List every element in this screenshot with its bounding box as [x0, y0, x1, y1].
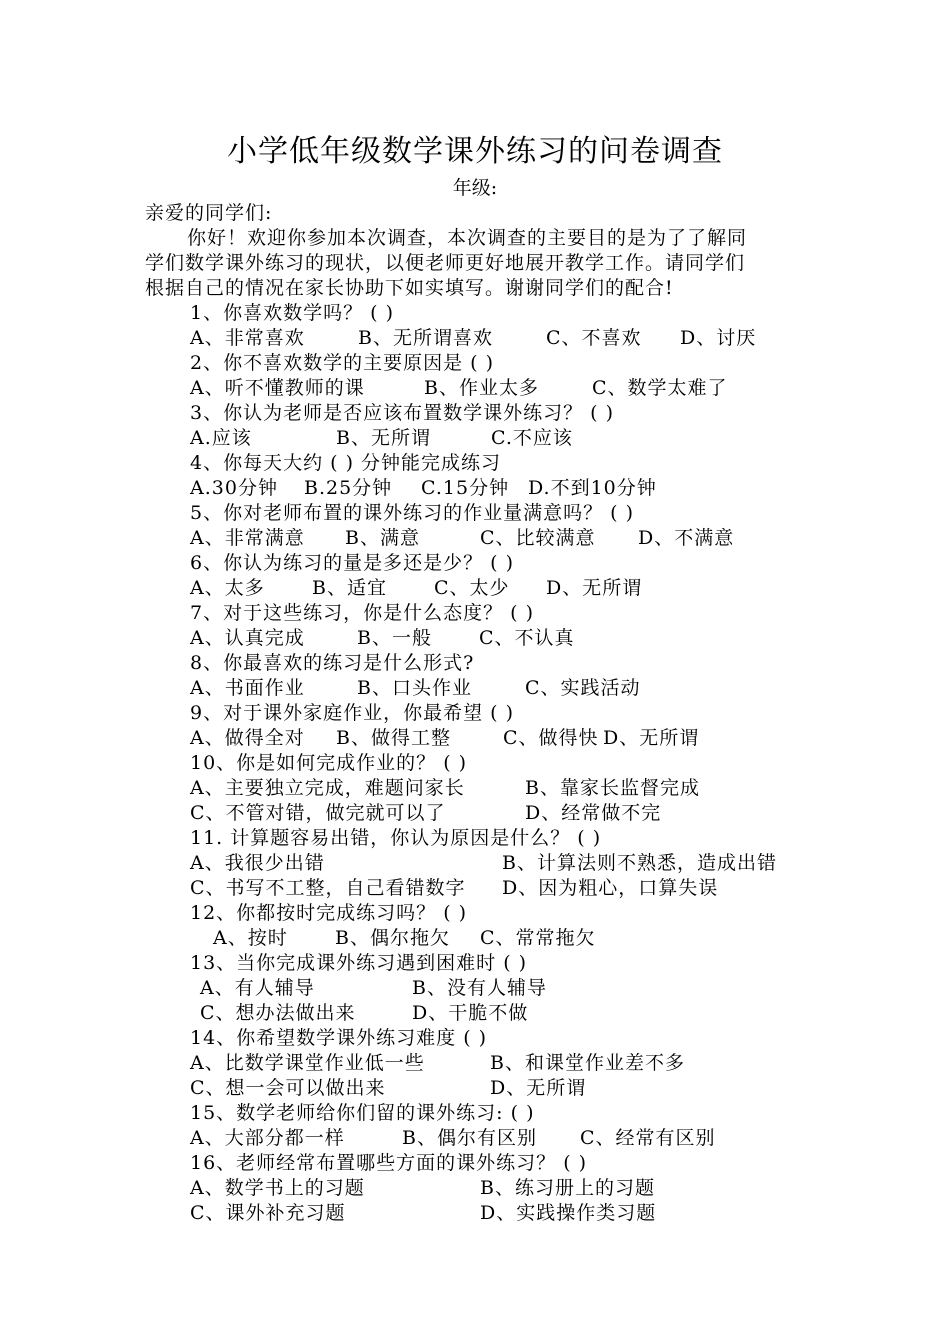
option[interactable]: C、数学太难了	[592, 377, 728, 399]
option[interactable]: B、满意	[345, 527, 420, 549]
option[interactable]: A、太多	[190, 577, 265, 599]
options-row	[145, 1126, 810, 1151]
option[interactable]: C.15分钟	[421, 477, 510, 499]
option[interactable]: D、不满意	[638, 527, 735, 549]
option[interactable]: B、练习册上的习题	[480, 1177, 655, 1199]
option[interactable]: B、无所谓	[336, 427, 431, 449]
options-row	[145, 1076, 810, 1101]
option[interactable]: D、因为粗心，口算失误	[502, 877, 719, 899]
question-10: 10、你是如何完成作业的？ ( )	[190, 752, 468, 774]
options-row	[145, 926, 810, 951]
option[interactable]: A、数学书上的习题	[190, 1177, 365, 1199]
option[interactable]: B.25分钟	[304, 477, 393, 499]
option[interactable]: C、想办法做出来	[200, 1002, 356, 1024]
options-row	[145, 626, 810, 651]
option[interactable]: B、靠家长监督完成	[525, 777, 700, 799]
option[interactable]: D、经常做不完	[525, 802, 662, 824]
option[interactable]: A、非常满意	[190, 527, 305, 549]
options-row	[145, 801, 810, 826]
option[interactable]: C、想一会可以做出来	[190, 1077, 386, 1099]
option[interactable]: C、不管对错，做完就可以了	[190, 802, 446, 824]
option[interactable]: A、听不懂教师的课	[190, 377, 365, 399]
option[interactable]: D、无所谓	[546, 577, 643, 599]
option[interactable]: B、计算法则不熟悉，造成出错	[502, 852, 777, 874]
option[interactable]: A.应该	[190, 427, 252, 449]
option[interactable]: A、做得全对	[190, 727, 305, 749]
options-row	[145, 376, 810, 401]
survey-body	[145, 201, 810, 1226]
option[interactable]: A、非常喜欢	[190, 327, 305, 349]
option[interactable]: C、实践活动	[525, 677, 641, 699]
option[interactable]: C、经常有区别	[580, 1127, 716, 1149]
options-row	[145, 576, 810, 601]
question-9: 9、对于课外家庭作业，你最希望 ( )	[190, 702, 514, 724]
question-11: 11. 计算题容易出错，你认为原因是什么？ ( )	[190, 827, 602, 849]
option[interactable]: B、做得工整	[336, 727, 451, 749]
option[interactable]: B、无所谓喜欢	[358, 327, 493, 349]
option[interactable]: B、没有人辅导	[412, 977, 547, 999]
option[interactable]: D、无所谓	[603, 727, 700, 749]
question-1: 1、你喜欢数学吗？ ( )	[190, 302, 394, 324]
option[interactable]: A、按时	[213, 927, 288, 949]
option[interactable]: D、干脆不做	[412, 1002, 529, 1024]
option[interactable]: B、作业太多	[424, 377, 539, 399]
option[interactable]: A、我很少出错	[190, 852, 325, 874]
options-row	[145, 726, 810, 751]
option[interactable]: C、书写不工整，自己看错数字	[190, 877, 466, 899]
option[interactable]: C、太少	[434, 577, 510, 599]
question-8: 8、你最喜欢的练习是什么形式?	[190, 652, 475, 674]
option[interactable]: A、认真完成	[190, 627, 305, 649]
options-row	[145, 1051, 810, 1076]
options-row	[145, 476, 810, 501]
option[interactable]: C、不喜欢	[546, 327, 642, 349]
question-4: 4、你每天大约 ( ) 分钟能完成练习	[190, 452, 502, 474]
option[interactable]: C、常常拖欠	[480, 927, 596, 949]
option[interactable]: C、比较满意	[480, 527, 596, 549]
option[interactable]: B、适宜	[312, 577, 387, 599]
option[interactable]: B、和课堂作业差不多	[490, 1052, 685, 1074]
intro-line: 学们数学课外练习的现状，以便老师更好地展开教学工作。请同学们	[145, 252, 746, 274]
question-16: 16、老师经常布置哪些方面的课外练习？ ( )	[190, 1152, 588, 1174]
option[interactable]: A、主要独立完成，难题问家长	[190, 777, 465, 799]
option[interactable]: D、无所谓	[490, 1077, 587, 1099]
options-row	[145, 976, 810, 1001]
question-5: 5、你对老师布置的课外练习的作业量满意吗？ ( )	[190, 502, 634, 524]
options-row	[145, 776, 810, 801]
option[interactable]: A.30分钟	[190, 477, 278, 499]
option[interactable]: C.不应该	[491, 427, 573, 449]
options-row	[145, 426, 810, 451]
options-row	[145, 526, 810, 551]
option[interactable]: B、偶尔有区别	[402, 1127, 537, 1149]
option[interactable]: D.不到10分钟	[528, 477, 657, 499]
question-12: 12、你都按时完成练习吗？ ( )	[190, 902, 468, 924]
options-row	[145, 676, 810, 701]
question-13: 13、当你完成课外练习遇到困难时 ( )	[190, 952, 528, 974]
page-title: 小学低年级数学课外练习的问卷调查	[227, 134, 723, 169]
question-2: 2、你不喜欢数学的主要原因是 ( )	[190, 352, 494, 374]
intro-line: 你好！欢迎你参加本次调查，本次调查的主要目的是为了了解同	[187, 227, 748, 249]
option[interactable]: A、有人辅导	[200, 977, 315, 999]
question-14: 14、你希望数学课外练习难度 ( )	[190, 1027, 488, 1049]
options-row	[145, 326, 810, 351]
options-row	[145, 1001, 810, 1026]
option[interactable]: B、口头作业	[357, 677, 472, 699]
question-3: 3、你认为老师是否应该布置数学课外练习？ ( )	[190, 402, 614, 424]
option[interactable]: D、讨厌	[680, 327, 757, 349]
option[interactable]: A、书面作业	[190, 677, 305, 699]
options-row	[145, 851, 810, 876]
question-7: 7、对于这些练习，你是什么态度？ ( )	[190, 602, 534, 624]
option[interactable]: A、大部分都一样	[190, 1127, 345, 1149]
option[interactable]: C、课外补充习题	[190, 1202, 346, 1224]
option[interactable]: B、一般	[357, 627, 432, 649]
option[interactable]: D、实践操作类习题	[480, 1202, 657, 1224]
question-6: 6、你认为练习的量是多还是少？ ( )	[190, 552, 514, 574]
greeting: 亲爱的同学们:	[145, 202, 273, 224]
options-row	[145, 1176, 810, 1201]
options-row	[145, 876, 810, 901]
option[interactable]: A、比数学课堂作业低一些	[190, 1052, 425, 1074]
options-row	[145, 1201, 810, 1226]
option[interactable]: C、不认真	[479, 627, 575, 649]
option[interactable]: B、偶尔拖欠	[335, 927, 450, 949]
intro-line: 根据自己的情况在家长协助下如实填写。谢谢同学们的配合!	[145, 277, 674, 299]
option[interactable]: C、做得快	[503, 727, 599, 749]
grade-label: 年级:	[452, 177, 498, 199]
question-15: 15、数学老师给你们留的课外练习: ( )	[190, 1102, 535, 1124]
